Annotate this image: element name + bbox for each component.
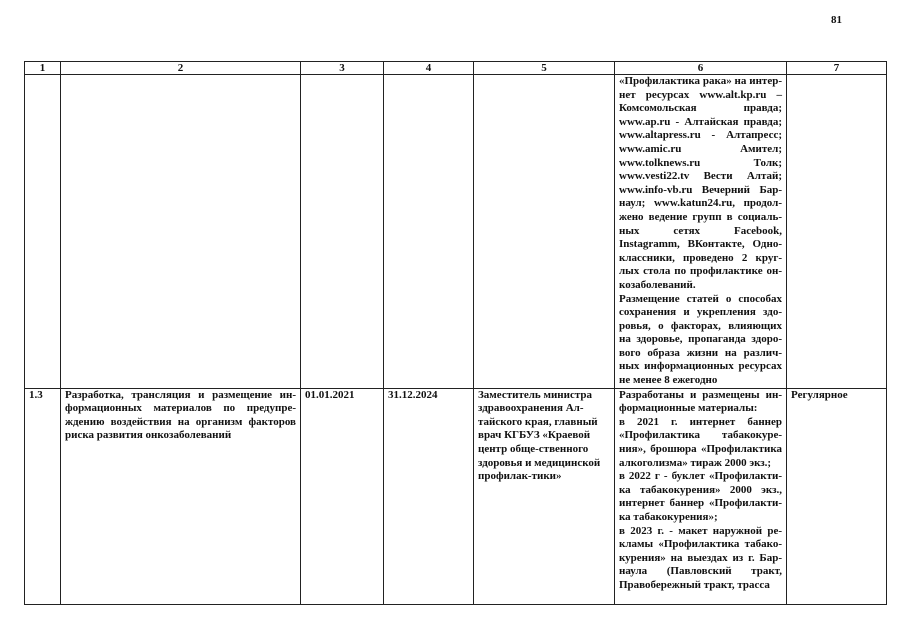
result-cell (615, 388, 787, 604)
result-paragraph: Разработаны и размещены ин-формационные материалы: (619, 388, 782, 415)
column-header: 4 (384, 62, 474, 75)
row-number-cell: 1.3 (25, 388, 61, 604)
responsible-cell: Заместитель министра здравоохранения Ал-тайского края, главный врач КГБУЗ «Краевой центр обще-ственного здоровья и медицинской профилак-тики» (474, 388, 615, 604)
measure-title-cell: Разработка, трансляция и размещение ин-формационных материалов по предупре-ждению воздействия на организм факторов риска развития онкозаболеваний (61, 388, 301, 604)
column-header: 3 (301, 62, 384, 75)
result-paragraph: в 2023 г. - макет наружной ре-кламы «Профилактика табако-курения» на выездах из г. Бар-наула (Павловский тракт, Правобережный тракт, трасса (619, 524, 782, 591)
end-date-cell (384, 75, 474, 389)
start-date-cell (301, 75, 384, 389)
result-paragraph: Размещение статей о способах сохранения и укрепления здо-ровья, о факторах, влияющих на здоровье, пропаганда здоро-вого образа жизни на различ-ных информационных ресурсах не менее 8 ежегодно (619, 292, 782, 387)
column-header: 2 (61, 62, 301, 75)
table-row (25, 388, 887, 604)
column-header: 6 (615, 62, 787, 75)
result-cell (615, 75, 787, 389)
table-header-row (25, 62, 887, 75)
end-date-cell: 31.12.2024 (384, 388, 474, 604)
result-paragraph: в 2022 г - буклет «Профилакти-ка табакокурения» 2000 экз., интернет баннер «Профилакти-ка табакокурения»; (619, 470, 782, 523)
table-row (25, 75, 887, 389)
column-header: 1 (25, 62, 61, 75)
note-cell (787, 75, 887, 389)
note-cell: Регулярное (787, 388, 887, 604)
page-number: 81 (831, 14, 842, 26)
measures-table (24, 61, 887, 605)
responsible-cell (474, 75, 615, 389)
result-paragraph: в 2021 г. интернет баннер «Профилактика табакокуре-ния», брошюра «Профилактика алкоголизма» тираж 2000 экз.; (619, 415, 782, 469)
measure-title-cell (61, 75, 301, 389)
row-number-cell (25, 75, 61, 389)
column-header: 5 (474, 62, 615, 75)
result-paragraph: «Профилактика рака» на интер-нет ресурсах www.alt.kp.ru – Комсомольская правда; www.ap.ru - Алтайская правда; www.altapress.ru - Алтапресс; www.amic.ru Амител; www.tolknews.ru Толк; www.vesti22.tv Вести Алтай; www.info-vb.ru Вечерний Бар-наул; www.katun24.ru, продол-жено ведение групп в социаль-ных сетях Facebook, Instagramm, ВКонтакте, Одно-классники, проведено 2 круг-лых стола по профилактике он-козаболеваний. (619, 75, 782, 291)
column-header: 7 (787, 62, 887, 75)
start-date-cell: 01.01.2021 (301, 388, 384, 604)
